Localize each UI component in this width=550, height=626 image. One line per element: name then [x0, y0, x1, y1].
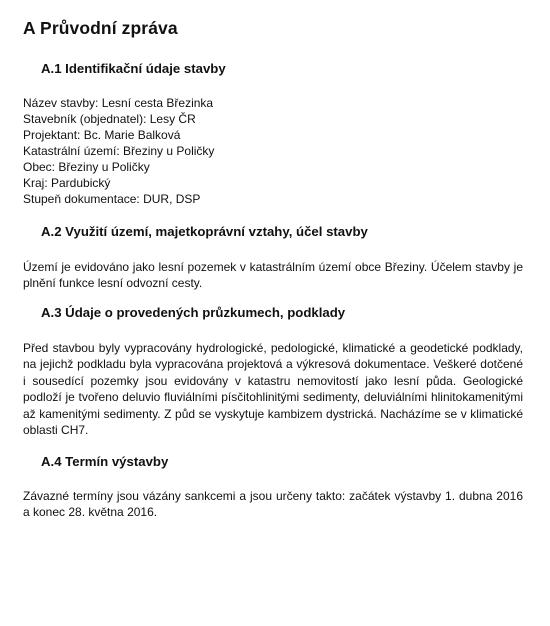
- section-heading-a2: A.2 Využití území, majetkoprávní vztahy, účel stavby: [41, 224, 368, 239]
- info-line-projektant: Projektant: Bc. Marie Balková: [23, 128, 181, 142]
- info-line-stavebnik: Stavebník (objednatel): Lesy ČR: [23, 112, 196, 126]
- info-line-obec: Obec: Březiny u Poličky: [23, 160, 150, 174]
- section-paragraph-a3: Před stavbou byly vypracovány hydrologické, pedologické, klimatické a geodetické podklady, na jejichž podkladu byla vypracována projektová a výkresová dokumentace. Veškeré dotčené i sousedící pozemky jsou evidovány v katastru nemovitostí jako lesní půda. Geologické podloží je tvořeno deluvio fluviálními písčitohlinitými sedimenty, deluviálními hlinitokamenitými až kamenitými sedimenty. Z půd se vyskytuje kambizem dystrická. Nacházíme se v klimatické oblasti CH7.: [23, 341, 523, 438]
- info-line-kraj: Kraj: Pardubický: [23, 176, 111, 190]
- info-line-stavba: Název stavby: Lesní cesta Březinka: [23, 96, 214, 110]
- section-heading-a4: A.4 Termín výstavby: [41, 454, 169, 469]
- info-line-katastralni-uzemi: Katastrální území: Březiny u Poličky: [23, 144, 215, 158]
- info-line-stupen-dokumentace: Stupeň dokumentace: DUR, DSP: [23, 192, 201, 206]
- document-title: A Průvodní zpráva: [23, 18, 178, 38]
- section-heading-a1: A.1 Identifikační údaje stavby: [41, 61, 226, 76]
- section-paragraph-a4: Závazné termíny jsou vázány sankcemi a jsou určeny takto: začátek výstavby 1. dubna 2016 a konec 28. května 2016.: [23, 489, 523, 520]
- section-paragraph-a2: Území je evidováno jako lesní pozemek v katastrálním území obce Březiny. Účelem stavby je plnění funkce lesní odvozní cesty.: [23, 260, 523, 291]
- section-heading-a3: A.3 Údaje o provedených průzkumech, podklady: [41, 305, 346, 320]
